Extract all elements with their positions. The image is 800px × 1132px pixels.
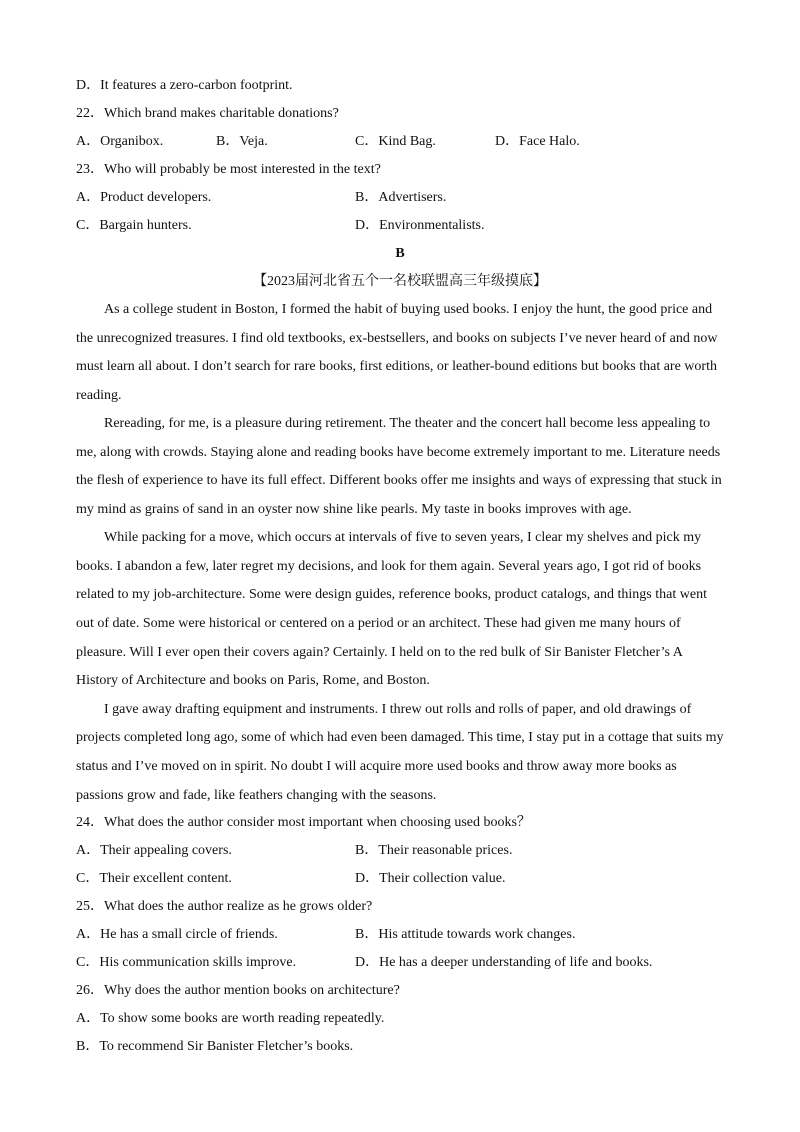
q25-option-a: A．He has a small circle of friends. <box>76 927 278 942</box>
passage-line: status and I’ve moved on in spirit. No doubt I will acquire more used books and throw away more books as <box>76 759 677 774</box>
q23-option-a: A．Product developers. <box>76 190 212 205</box>
passage-line: While packing for a move, which occurs at intervals of five to seven years, I clear my shelves and pick my <box>104 530 702 545</box>
passage-line: reading. <box>76 388 122 403</box>
section-letter: B <box>395 246 405 261</box>
q23-option-b: B．Advertisers. <box>355 190 447 205</box>
q22-option-c: C．Kind Bag. <box>355 134 436 149</box>
q24-question: 24．What does the author consider most important when choosing used books？ <box>76 815 531 830</box>
passage-line: projects completed long ago, some of which had even been damaged. This time, I stay put in a cottage that suits my <box>76 730 724 745</box>
q24-option-c: C．Their excellent content. <box>76 871 232 886</box>
passage-line: books. I abandon a few, later regret my decisions, and look for them again. Several years ago, I got rid of books <box>76 559 702 574</box>
q22-option-a: A．Organibox. <box>76 134 164 149</box>
passage-line: the flesh of experience to have its full effect. Different books offer me insights and ways of expressing that stuck in <box>76 473 722 488</box>
q24-option-a: A．Their appealing covers. <box>76 843 232 858</box>
q25-question: 25．What does the author realize as he grows older? <box>76 899 373 914</box>
q21-option-d: D．It features a zero-carbon footprint. <box>76 78 293 93</box>
passage-line: passions grow and fade, like feathers changing with the seasons. <box>76 788 437 803</box>
q26-question: 26．Why does the author mention books on architecture? <box>76 983 400 998</box>
source-note: 【2023届河北省五个一名校联盟高三年级摸底】 <box>253 274 547 289</box>
q24-option-b: B．Their reasonable prices. <box>355 843 513 858</box>
q24-option-d: D．Their collection value. <box>355 871 506 886</box>
passage-line: As a college student in Boston, I formed the habit of buying used books. I enjoy the hunt, the good price and <box>104 302 713 317</box>
passage-line: me, along with crowds. Staying alone and reading books have become extremely important to me. Literature needs <box>76 445 721 460</box>
q26-option-b: B．To recommend Sir Banister Fletcher’s books. <box>76 1039 354 1054</box>
passage-line: out of date. Some were historical or centered on a period or an architect. These had given me many hours of <box>76 616 681 631</box>
q22-option-b: B．Veja. <box>216 134 268 149</box>
q26-option-a: A．To show some books are worth reading repeatedly. <box>76 1011 385 1026</box>
passage-line: my mind as grains of sand in an oyster now shine like pearls. My taste in books improves with age. <box>76 502 632 517</box>
q25-option-c: C．His communication skills improve. <box>76 955 297 970</box>
passage-line: the unrecognized treasures. I find old textbooks, ex-bestsellers, and books on subjects I’ve never heard of and now <box>76 331 718 346</box>
q23-option-d: D．Environmentalists. <box>355 218 485 233</box>
passage-line: related to my job-architecture. Some were design guides, reference books, product catalogs, and things that went <box>76 587 707 602</box>
q25-option-d: D．He has a deeper understanding of life and books. <box>355 955 653 970</box>
q23-question: 23．Who will probably be most interested in the text? <box>76 162 381 177</box>
passage-line: I gave away drafting equipment and instruments. I threw out rolls and rolls of paper, and old drawings of <box>104 702 692 717</box>
q22-question: 22．Which brand makes charitable donations? <box>76 106 339 121</box>
passage-line: Rereading, for me, is a pleasure during retirement. The theater and the concert hall become less appealing to <box>104 416 711 431</box>
passage-line: pleasure. Will I ever open their covers again? Certainly. I held on to the red bulk of Sir Banister Fletcher’s A <box>76 645 683 660</box>
q25-option-b: B．His attitude towards work changes. <box>355 927 576 942</box>
q23-option-c: C．Bargain hunters. <box>76 218 192 233</box>
q22-option-d: D．Face Halo. <box>495 134 580 149</box>
passage-line: History of Architecture and books on Paris, Rome, and Boston. <box>76 673 430 688</box>
passage-line: must learn all about. I don’t search for rare books, first editions, or leather-bound editions but books that are worth <box>76 359 717 374</box>
